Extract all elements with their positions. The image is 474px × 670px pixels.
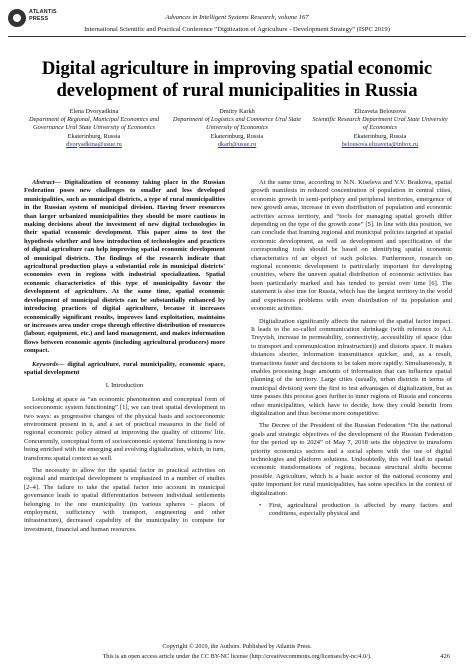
logo-line-1: ATLANTIS xyxy=(29,9,57,15)
abstract-label: Abstract— xyxy=(32,179,61,186)
section-heading: I. Introduction xyxy=(105,382,144,390)
bullet-icon: • xyxy=(259,502,262,510)
author-city: Ekaterinburg, Russia xyxy=(67,132,121,140)
keywords-text: digital agriculture, rural municipality, economic space, spatial development xyxy=(24,360,226,376)
body-paragraph: Looking at space as “an economic phenomenon and conceptual form of socioeconomic system functioning” [1], we can treat spatial development in two ways: as progressive changes of the physical basis and socioeconomic environment present in it, and a set of practical measures in the field of regional economic policy aimed at improving the quality of citizens' life. Concurrently, conceptual form of socioeconomic systems' functioning is now being enriched with the emerging and evolving digitalization, which, in turn, transforms spatial context as well. xyxy=(24,395,225,462)
author-affiliation: Scientific Research Department Ural State University of Economics xyxy=(312,116,448,132)
abstract-text: Digitalization of economy taking place in the Russian Federation poses new challenges to smaller and less developed municipalities, such as municipal districts, a type of rural municipalities in the Russian system of municipal division. Having fewer resources than larger urbanized municipalities they should be more cautious in making decisions about the investment of new digital technologies in their spatial economic development. This paper aims to test the hypothesis whether and how introduction of technologies and practices of digital agriculture can help improving spatial economic development of municipal districts. The findings of the research indicate that agricultural production plays a substantial role in municipal districts' economies even in regions with industrial specialization. Spatial economic characteristics of this type of municipality favour the development of agriculture. At the same time, spatial economic development of municipal districts can be substantially enhanced by introducing practices of digital agriculture, because it increases economically significant results, improves land exploitation, maintains or increases area under crops through effective distribution of resources (labour, equipment, etc.) and land management, and makes information flows between economic agents (including agricultural producers) more compact. xyxy=(24,179,225,355)
author-2 xyxy=(167,108,307,149)
body-paragraph: At the same time, according to N.N. Kiseleva and V.V. Bratkova, spatial growth manifests in reduced concentration of population in central cities, economic growth in semi-periphery and peripheral territories, emergence of new growth areas, increase in even distribution of population and economic activities across territory, and “tools for managing spatial growth differ depending on the type of the growth zone” [5]. In line with this position, we can conclude that framing regional and municipal policies targeted at spatial economic development, as well as development and specification of the corresponding tools should be based on identifying spatial economic characteristics of an object of such policies. Furthermore, research on regional economic development is particularly important for developing countries, where the uneven spatial distribution of economic activities has been particularly marked and has tended to persist over time [6]. The statement is also true for Russia, which has the largest territory in the world and experiences problems with even distribution of its population and economic activities. xyxy=(251,179,452,313)
author-name: Elizaveta Belousova xyxy=(354,108,406,115)
right-column xyxy=(251,179,452,519)
header-divider xyxy=(8,36,466,37)
author-name: Elena Dvoryadkina xyxy=(69,108,119,115)
author-3 xyxy=(310,108,450,149)
page-number: 426 xyxy=(440,653,450,660)
keywords-label: Keywords— xyxy=(32,360,65,368)
bullet-item xyxy=(251,502,452,519)
body-paragraph: Digitalization significantly affects the nature of the spatial factor impact. It leads to the so-called communication shrinkage (with reference to A.I. Treyvish, increase in permeability, connectivity, accessibility of space (due to transport and communication infrastructure)) and distorts space. It makes distances shorter, information transmittance quicker, and, as a result, transactions faster and decisions to be taken more rapidly. Simultaneously, it enables processing huge amounts of information that can influence spatial planning of the territory. Large cities (usually, urban districts in terms of municipal division) were the first to test advantages of digitalization, but as time passes this process goes further to inner regions of Russia and concerns other municipalities, which have to decide, how they could benefit from digitalization and thus become more competitive. xyxy=(251,317,452,417)
author-block xyxy=(24,108,450,149)
author-name: Dmitry Karkh xyxy=(219,108,255,115)
author-city: Ekaterinburg, Russia xyxy=(353,132,407,140)
body-paragraph: The Decree of the President of the Russian Federation “On the national goals and strategic objectives of the development of the Russian Federation for the period up to 2024” of May 7, 2018 sets the objective to transform priority economics sectors and a social sphere with the use of digital technologies and platform solutions. Undoubtedly, this will lead to spatial economic transformations of regions, because structural shifts become possible. Agriculture, which is a basic sector of the national economy and quite important for rural municipalities, has some specifics in the context of digitalization: xyxy=(251,422,452,497)
author-email-link[interactable]: dkarh@usue.ru xyxy=(217,140,257,148)
bullet-text: First, agricultural production is affected by many factors and conditions, especially physical and xyxy=(269,502,452,518)
left-column xyxy=(24,179,225,538)
journal-name: Advances in Intelligent Systems Research, volume 167 xyxy=(165,14,309,21)
abstract xyxy=(24,179,225,356)
author-1 xyxy=(24,108,164,149)
body-paragraph: The necessity to allow for the spatial factor in practical activities on regional and municipal development is emphasized in a number of studies [2–4]. The failure to take the spatial factor into account in municipal governance leads to spatial differentiation between individual settlements belonging to the one municipality (in various spheres – places of employment, sufficiency with transport, engineering and other infrastructure), decreased capability of the municipality to compete for investment, financial and human resources. xyxy=(24,467,225,533)
footer-license: This is an open access article under the CC BY-NC license (http://creativecommons.org/licenses/by-nc/4.0/). xyxy=(102,653,372,660)
author-email-link[interactable]: belousova.elizaveta@inbox.ru xyxy=(341,140,419,148)
author-affiliation: Department of Logistics and Commerce Ural State University of Economics xyxy=(172,116,302,132)
author-affiliation: Department of Regional, Municipal Economics and Governance Ural State University of Economics xyxy=(28,116,160,132)
paper-title: Digital agriculture in improving spatial economic development of rural municipalities in Russia xyxy=(41,58,433,101)
logo-line-2: PRESS xyxy=(29,16,49,22)
conference-name: International Scientific and Practical Conference “Digitization of Agriculture - Development Strategy” (ISPC 2019) xyxy=(84,26,390,33)
author-city: Ekaterinburg, Russia xyxy=(210,132,264,140)
keywords xyxy=(24,361,225,378)
footer-copyright: Copyright © 2019, the Authors. Published by Atlantis Press. xyxy=(162,643,312,650)
author-email-link[interactable]: dvoryadkina@usue.ru xyxy=(66,140,122,148)
